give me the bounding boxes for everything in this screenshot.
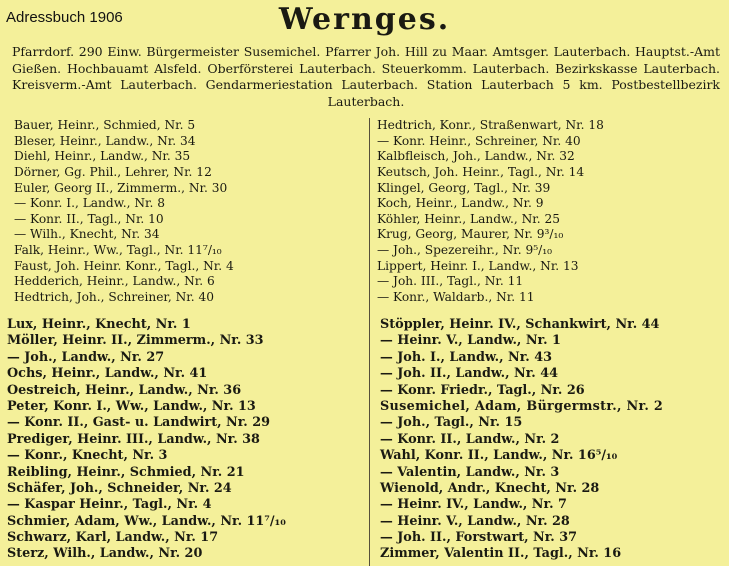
intro-paragraph: Pfarrdorf. 290 Einw. Bürgermeister Susemichel. Pfarrer Joh. Hill zu Maar. Amtsger. Lauterbach. Hauptst.-Amt Gießen. Hochbauamt Alsfeld. Oberförsterei Lauterbach. Steuerkomm. Lauterbach. Bezirkskasse Lauterbach. Kreisverm.-Amt Lauterbach. Gendarmeriestation Lauterbach. Station Lauterbach 5 km. Postbestellbezirk Lauterbach. bbox=[12, 44, 720, 109]
directory-entry: Schwarz, Karl, Landw., Nr. 17 bbox=[7, 530, 219, 546]
directory-entry: Stöppler, Heinr. IV., Schankwirt, Nr. 44 bbox=[380, 317, 660, 332]
directory-entry: Reibling, Heinr., Schmied, Nr. 21 bbox=[7, 464, 245, 480]
directory-entry: Falk, Heinr., Ww., Tagl., Nr. 11⁷/₁₀ bbox=[14, 243, 222, 258]
directory-entry: — Valentin, Landw., Nr. 3 bbox=[380, 464, 560, 480]
directory-entry: — Konr. I., Landw., Nr. 8 bbox=[14, 196, 165, 211]
directory-entry: Schmier, Adam, Ww., Landw., Nr. 11⁷/₁₀ bbox=[7, 513, 286, 529]
directory-entry: — Joh., Tagl., Nr. 15 bbox=[380, 415, 523, 431]
directory-entry: Hedtrich, Joh., Schreiner, Nr. 40 bbox=[14, 290, 215, 305]
column-divider bbox=[369, 118, 370, 566]
page-title: Wernges. bbox=[278, 2, 451, 37]
directory-entry: — Joh. II., Landw., Nr. 44 bbox=[380, 366, 559, 382]
directory-entry: Oestreich, Heinr., Landw., Nr. 36 bbox=[7, 382, 242, 398]
directory-entry: Zimmer, Valentin II., Tagl., Nr. 16 bbox=[380, 546, 622, 562]
directory-entry: Koch, Heinr., Landw., Nr. 9 bbox=[377, 196, 544, 211]
directory-entry: — Konr. Friedr., Tagl., Nr. 26 bbox=[380, 382, 585, 398]
directory-entry: — Konr. II., Gast- u. Landwirt, Nr. 29 bbox=[7, 415, 271, 431]
source-label: Adressbuch 1906 bbox=[6, 9, 123, 26]
directory-entry: Peter, Konr. I., Ww., Landw., Nr. 13 bbox=[7, 398, 256, 414]
directory-entry: Euler, Georg II., Zimmerm., Nr. 30 bbox=[14, 180, 228, 195]
directory-entry: Diehl, Heinr., Landw., Nr. 35 bbox=[14, 149, 191, 164]
entries-column-top-left bbox=[14, 118, 234, 306]
directory-entry: — Heinr. V., Landw., Nr. 1 bbox=[380, 333, 561, 349]
directory-entry: Sterz, Wilh., Landw., Nr. 20 bbox=[7, 546, 203, 562]
directory-entry: — Konr., Knecht, Nr. 3 bbox=[7, 448, 168, 464]
directory-entry: Wienold, Andr., Knecht, Nr. 28 bbox=[380, 480, 600, 496]
directory-entry: — Joh. III., Tagl., Nr. 11 bbox=[377, 274, 524, 289]
entries-column-top-right bbox=[377, 118, 604, 306]
directory-entry: — Joh., Landw., Nr. 27 bbox=[7, 349, 165, 365]
directory-entry: — Konr. Heinr., Schreiner, Nr. 40 bbox=[377, 133, 581, 148]
directory-entry: — Konr. II., Landw., Nr. 2 bbox=[380, 431, 560, 447]
directory-entry: Faust, Joh. Heinr. Konr., Tagl., Nr. 4 bbox=[14, 258, 234, 273]
directory-entry: Kalbfleisch, Joh., Landw., Nr. 32 bbox=[377, 149, 575, 164]
directory-entry: — Heinr. V., Landw., Nr. 28 bbox=[380, 513, 570, 529]
directory-entry: Dörner, Gg. Phil., Lehrer, Nr. 12 bbox=[14, 164, 212, 179]
directory-entry: Krug, Georg, Maurer, Nr. 9³/₁₀ bbox=[377, 227, 564, 242]
directory-entry: Ochs, Heinr., Landw., Nr. 41 bbox=[7, 366, 208, 382]
entries-column-bottom-left bbox=[7, 317, 286, 563]
directory-entry: — Joh. I., Landw., Nr. 43 bbox=[380, 349, 553, 365]
directory-entry: Prediger, Heinr. III., Landw., Nr. 38 bbox=[7, 431, 260, 447]
directory-entry: — Joh., Spezereihr., Nr. 9⁵/₁₀ bbox=[377, 243, 553, 258]
directory-entry: Bauer, Heinr., Schmied, Nr. 5 bbox=[14, 118, 196, 132]
directory-entry: Susemichel, Adam, Bürgermstr., Nr. 2 bbox=[380, 398, 664, 414]
directory-entry: — Heinr. IV., Landw., Nr. 7 bbox=[380, 497, 567, 513]
directory-entry: Lux, Heinr., Knecht, Nr. 1 bbox=[7, 317, 191, 332]
directory-entry: — Kaspar Heinr., Tagl., Nr. 4 bbox=[7, 497, 212, 513]
directory-entry: Klingel, Georg, Tagl., Nr. 39 bbox=[377, 180, 551, 195]
directory-entry: Hedtrich, Konr., Straßenwart, Nr. 18 bbox=[377, 118, 604, 132]
directory-entry: — Joh. II., Forstwart, Nr. 37 bbox=[380, 530, 578, 546]
directory-entry: Möller, Heinr. II., Zimmerm., Nr. 33 bbox=[7, 333, 264, 349]
directory-entry: Wahl, Konr. II., Landw., Nr. 16⁵/₁₀ bbox=[380, 448, 618, 464]
directory-entry: Bleser, Heinr., Landw., Nr. 34 bbox=[14, 133, 196, 148]
directory-entry: — Konr. II., Tagl., Nr. 10 bbox=[14, 211, 164, 226]
directory-entry: Hedderich, Heinr., Landw., Nr. 6 bbox=[14, 274, 215, 289]
directory-entry: — Wilh., Knecht, Nr. 34 bbox=[14, 227, 160, 242]
entries-column-bottom-right bbox=[380, 317, 663, 563]
directory-entry: Köhler, Heinr., Landw., Nr. 25 bbox=[377, 211, 561, 226]
directory-entry: Keutsch, Joh. Heinr., Tagl., Nr. 14 bbox=[377, 164, 585, 179]
directory-entry: Schäfer, Joh., Schneider, Nr. 24 bbox=[7, 480, 232, 496]
directory-entry: Lippert, Heinr. I., Landw., Nr. 13 bbox=[377, 258, 579, 273]
directory-entry: — Konr., Waldarb., Nr. 11 bbox=[377, 290, 535, 305]
